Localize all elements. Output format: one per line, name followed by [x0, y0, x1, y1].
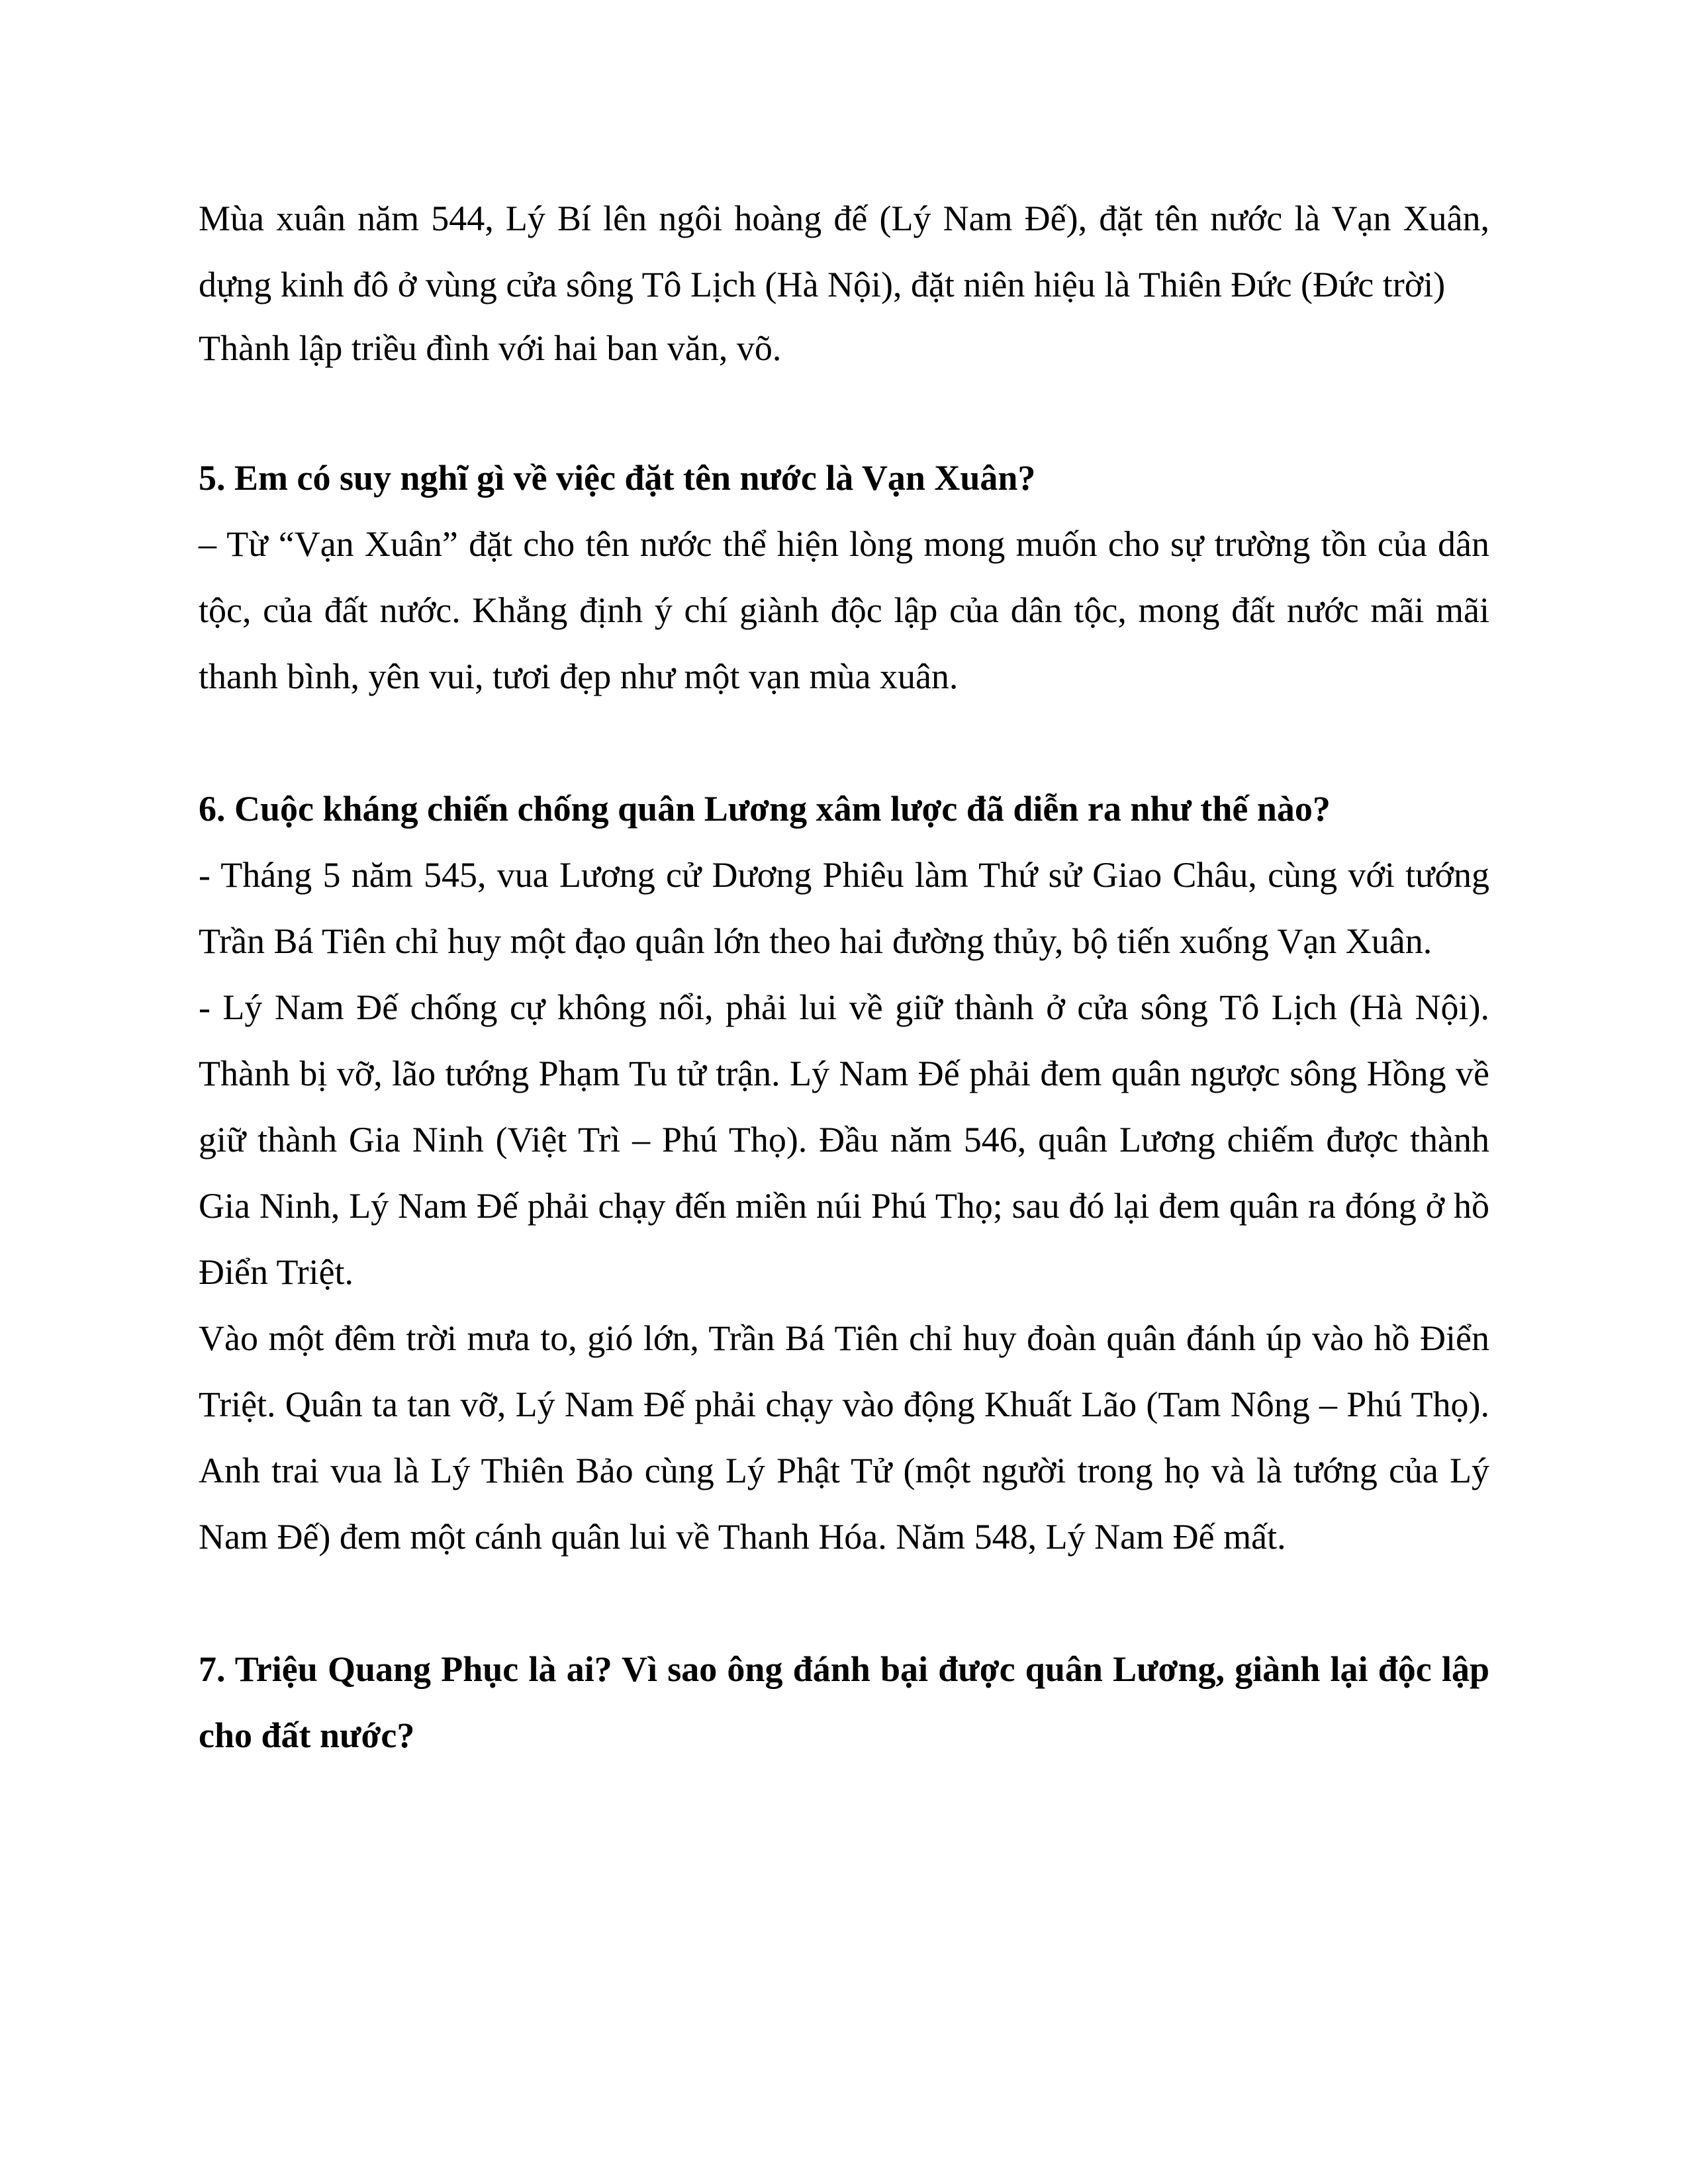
question-6-paragraph-3: Vào một đêm trời mưa to, gió lớn, Trần Bá Tiên chỉ huy đoàn quân đánh úp vào hồ Điển Triệt. Quân ta tan vỡ, Lý Nam Đế phải chạy vào động Khuất Lão (Tam Nông – Phú Thọ). Anh trai vua là Lý Thiên Bảo cùng Lý Phật Tử (một người trong họ và là tướng của Lý Nam Đế) đem một cánh quân lui về Thanh Hóa. Năm 548, Lý Nam Đế mất. [199, 1318, 1489, 1557]
question-5-heading: 5. Em có suy nghĩ gì về việc đặt tên nước là Vạn Xuân? [199, 458, 1036, 498]
intro-paragraph-2: Thành lập triều đình với hai ban văn, võ. [199, 328, 782, 368]
question-6-paragraph-1: - Tháng 5 năm 545, vua Lương cử Dương Phiêu làm Thứ sử Giao Châu, cùng với tướng Trần Bá Tiên chỉ huy một đạo quân lớn theo hai đường thủy, bộ tiến xuống Vạn Xuân. [199, 855, 1489, 961]
question-7-heading: 7. Triệu Quang Phục là ai? Vì sao ông đánh bại được quân Lương, giành lại độc lập cho đất nước? [199, 1649, 1489, 1755]
intro-paragraph: Mùa xuân năm 544, Lý Bí lên ngôi hoàng đế (Lý Nam Đế), đặt tên nước là Vạn Xuân, dựng kinh đô ở vùng cửa sông Tô Lịch (Hà Nội), đặt niên hiệu là Thiên Đức (Đức trời) [199, 199, 1489, 304]
question-6-paragraph-2: - Lý Nam Đế chống cự không nổi, phải lui về giữ thành ở cửa sông Tô Lịch (Hà Nội). Thành bị vỡ, lão tướng Phạm Tu tử trận. Lý Nam Đế phải đem quân ngược sông Hồng về giữ thành Gia Ninh (Việt Trì – Phú Thọ). Đầu năm 546, quân Lương chiếm được thành Gia Ninh, Lý Nam Đế phải chạy đến miền núi Phú Thọ; sau đó lại đem quân ra đóng ở hồ Điển Triệt. [199, 987, 1489, 1292]
question-5-answer: – Từ “Vạn Xuân” đặt cho tên nước thể hiện lòng mong muốn cho sự trường tồn của dân tộc, của đất nước. Khẳng định ý chí giành độc lập của dân tộc, mong đất nước mãi mãi thanh bình, yên vui, tươi đẹp như một vạn mùa xuân. [199, 524, 1489, 696]
question-6-heading: 6. Cuộc kháng chiến chống quân Lương xâm lược đã diễn ra như thế nào? [199, 789, 1331, 829]
document-page [199, 185, 1489, 1768]
